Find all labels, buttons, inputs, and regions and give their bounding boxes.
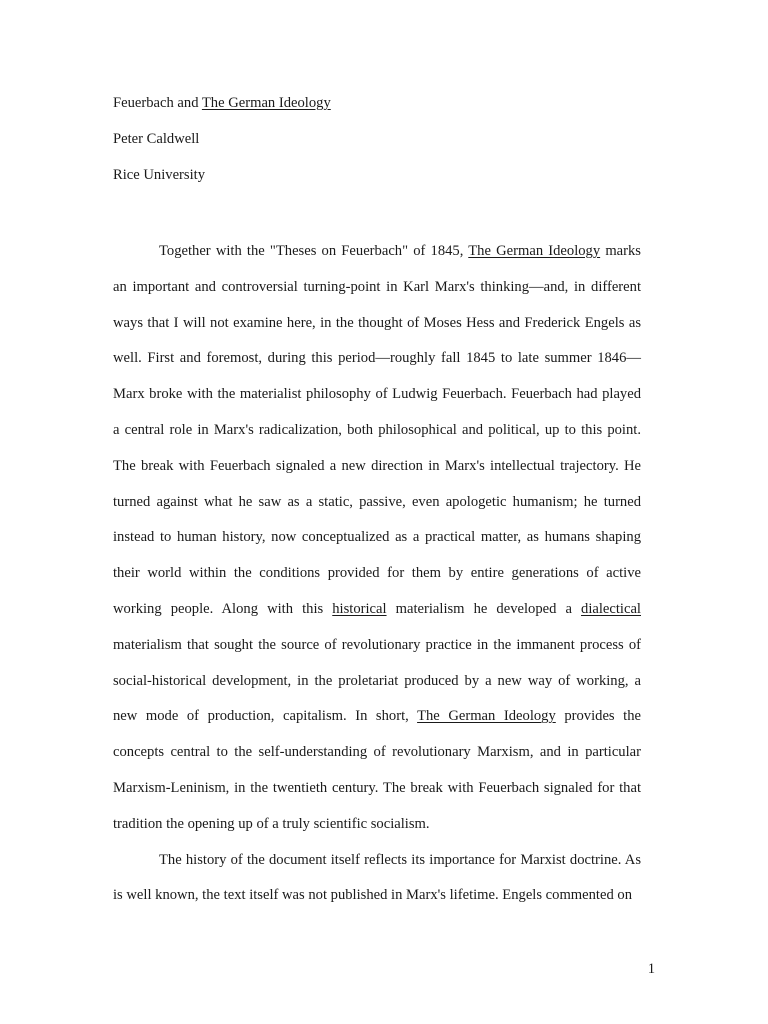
title-work-name: The German Ideology [201,95,331,111]
paragraph-2 [113,843,641,915]
paragraph-1-text-b: marks an important and controversial turning-point in Karl Marx's thinking—and, in different ways that I will not examine here, in the thought of Moses Hess and Frederick Engels as well. First and foremost, during this period—roughly fall 1845 to late summer 1846—Marx broke with the materialist philosophy of Ludwig Feuerbach. Feuerbach had played a central role in Marx's radicalization, both philosophical and political, up to this point. The break with Feuerbach signaled a new direction in Marx's intellectual trajectory. He turned against what he saw as a static, passive, even apologetic humanism; he turned instead to human history, now conceptualized as a practical matter, as humans shaping their world within the conditions provided for them by entire generations of active working people. Along with this [113,243,641,617]
paragraph-1-text-a: Together with the "Theses on Feuerbach" of 1845, [159,243,469,259]
paragraph-1-underline-b: historical [332,600,387,617]
paragraph-1-text-c: materialism he developed a [386,600,582,617]
paragraph-1-text-d: materialism that sought the source of revolutionary practice in the immanent process of social-historical development, in the proletariat produced by a new way of working, a new mode of production, capitalism. In short, [113,636,641,725]
title-prefix: Feuerbach and [113,95,202,111]
paragraph-1-underline-c: dialectical [581,600,641,617]
paragraph-1-underline-a: The German Ideology [468,243,601,259]
institution-name: Rice University [113,167,206,183]
paragraph-2-text: The history of the document itself reflects its importance for Marxist doctrine. As is well known, the text itself was not published in Marx's lifetime. Engels commented on [113,851,641,904]
body-text [113,234,641,914]
paragraph-1-underline-d: The German Ideology [417,708,556,725]
page-number: 1 [647,961,655,977]
paragraph-1 [113,234,641,843]
paragraph-1-text-e: provides the concepts central to the self-understanding of revolutionary Marxism, and in particular Marxism-Leninism, in the twentieth century. The break with Feuerbach signaled for that tradition the opening up of a truly scientific socialism. [113,708,641,832]
document-title [113,94,331,112]
author-name: Peter Caldwell [113,131,200,147]
